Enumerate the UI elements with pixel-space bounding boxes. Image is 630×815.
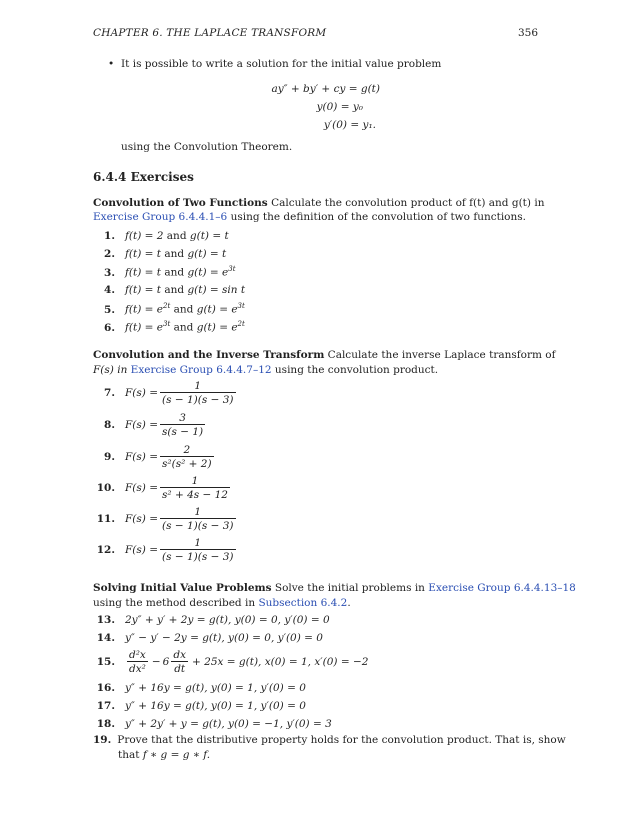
f-exponent: 3t [163,320,171,328]
f-def: f(t) = e [125,321,163,334]
group2-title: Convolution and the Inverse Transform [93,349,325,361]
exercise-16 [93,682,306,694]
bullet-intro: It is possible to write a solution for the initial value problem [121,58,442,70]
denominator: (s − 1)(s − 3) [162,394,234,406]
and-word: and [166,230,187,242]
commutative-identity: f ∗ g = g ∗ f. [142,749,211,761]
exercise-19-line1 [93,734,566,746]
g-def: g(t) = sin t [187,284,246,296]
g-exponent: 2t [237,320,245,328]
group2-text1: Calculate the inverse Laplace transform of [327,349,556,361]
exercise-number: 7. [104,387,115,399]
exercise-number: 12. [96,544,115,556]
group2-text2b: using the convolution product. [274,364,439,376]
ivp-initial-yprime: y′(0) = y₁. [323,119,376,131]
second-derivative [127,649,148,675]
exercise-10 [93,475,232,501]
lhs: F(s) = [125,387,159,399]
exercise-number: 6. [104,321,115,334]
g-def: g(t) = e [196,321,238,334]
group3-title: Solving Initial Value Problems [93,582,272,594]
fraction [160,475,230,501]
exercise-19-line2 [118,749,210,761]
chapter-header: CHAPTER 6. THE LAPLACE TRANSFORM [93,27,327,39]
exercise-number: 5. [104,303,115,316]
section-number: 6.4.4 [93,170,127,184]
fraction [160,537,235,563]
g-def: g(t) = e [196,303,238,316]
ivp-equation: y″ + 16y = g(t), y(0) = 1, y′(0) = 0 [125,682,306,694]
exercise-4 [93,284,245,296]
fraction [160,380,235,406]
exercise-19-text2a: that [118,749,140,761]
section-heading [93,170,194,184]
exercise-1 [93,230,229,242]
numerator: 2 [183,444,191,456]
denominator: s² + 4s − 12 [162,489,228,501]
group1-link[interactable]: Exercise Group 6.4.4.1–6 [93,211,228,223]
group3-text2b: . [347,597,351,609]
numerator: d²x [129,649,146,661]
group1-intro-line1 [93,197,544,209]
exercise-6 [93,320,245,334]
and-word: and [164,248,185,260]
group3-intro-line1 [93,582,576,594]
lhs: F(s) = [125,513,159,525]
exercise-7 [93,380,238,406]
first-derivative [171,649,188,675]
exercise-number: 19. [93,734,112,746]
ivp-equation: 2y″ + y′ + 2y = g(t), y(0) = 0, y′(0) = 0 [125,614,330,626]
ivp-equation: y″ − y′ − 2y = g(t), y(0) = 0, y′(0) = 0 [125,632,323,644]
and-word: and [164,284,185,296]
exercise-number: 4. [104,284,115,296]
numerator: 1 [194,506,202,518]
f-def: f(t) = t [125,284,161,296]
f-exponent: 2t [163,302,171,310]
section-title: Exercises [130,170,194,184]
g-def: g(t) = t [189,230,229,242]
group3-intro-line2 [93,597,351,609]
exercise-number: 9. [104,451,115,463]
exercise-11 [93,506,238,532]
exercise-number: 13. [96,614,115,626]
numerator: 1 [194,380,202,392]
fraction [160,506,235,532]
exercise-5 [93,302,245,316]
lhs: F(s) = [125,482,159,494]
denominator: (s − 1)(s − 3) [162,551,234,563]
ivp-equation: y″ + 16y = g(t), y(0) = 1, y′(0) = 0 [125,700,306,712]
f-def: f(t) = t [125,248,161,260]
f-def: f(t) = t [125,266,161,279]
minus-sign: − [151,656,161,668]
g-exponent: 3t [228,265,236,273]
fraction [160,412,205,438]
exercise-12 [93,537,238,563]
lhs: F(s) = [125,419,159,431]
exercise-number: 17. [96,700,115,712]
and-word: and [173,303,194,316]
exercise-number: 18. [96,718,115,730]
g-exponent: 3t [237,302,245,310]
ivp-equation: ay″ + by′ + cy = g(t) [271,83,380,95]
lhs: F(s) = [125,451,159,463]
bullet-outro: using the Convolution Theorem. [121,141,293,153]
exercise-14 [93,632,323,644]
exercise-number: 1. [104,230,115,242]
group3-text1: Solve the initial problems in [274,582,425,594]
f-def: f(t) = e [125,303,163,316]
denominator: (s − 1)(s − 3) [162,520,234,532]
exercise-19-text: Prove that the distributive property holds for the convolution product. That is, show [117,734,566,746]
group1-intro-line2 [93,211,526,223]
and-word: and [164,266,185,279]
exercise-8 [93,412,207,438]
group3-link2[interactable]: Subsection 6.4.2 [258,597,348,609]
ivp-equation: y″ + 2y′ + y = g(t), y(0) = −1, y′(0) = 3 [125,718,332,730]
and-word: and [173,321,194,334]
exercise-number: 14. [96,632,115,644]
denominator: dt [171,661,188,675]
g-def: g(t) = e [187,266,229,279]
group1-text2: using the definition of the convolution of two functions. [230,211,526,223]
fraction [160,444,214,470]
group2-intro-line1 [93,349,555,361]
group3-link1[interactable]: Exercise Group 6.4.4.13–18 [428,582,576,594]
exercise-number: 16. [96,682,115,694]
group1-text1: Calculate the convolution product of f(t) and g(t) in [271,197,545,209]
lhs: F(s) = [125,544,159,556]
exercise-13 [93,614,330,626]
exercise-9 [93,444,216,470]
g-def: g(t) = t [187,248,227,260]
exercise-3 [93,265,236,279]
exercise-number: 3. [104,266,115,279]
exercise-2 [93,248,226,260]
group1-title: Convolution of Two Functions [93,197,268,209]
group2-intro-line2 [93,364,438,376]
exercise-number: 11. [96,513,115,525]
f-def: f(t) = 2 [125,230,164,242]
exercise-15 [93,649,368,675]
exercise-number: 15. [96,656,115,668]
numerator: dx [173,649,187,661]
exercise-18 [93,718,332,730]
denominator: s(s − 1) [162,426,204,438]
group2-link[interactable]: Exercise Group 6.4.4.7–12 [130,364,272,376]
group3-text2a: using the method described in [93,597,256,609]
exercise-number: 2. [104,248,115,260]
numerator: 1 [194,537,202,549]
ivp-remainder: + 25x = g(t), x(0) = 1, x′(0) = −2 [192,656,369,668]
coefficient: 6 [162,656,170,668]
numerator: 3 [179,412,186,424]
exercise-number: 10. [96,482,115,494]
bullet-marker: • [108,58,115,70]
denominator: dx² [129,663,146,675]
exercise-17 [93,700,306,712]
numerator: 1 [191,475,199,487]
ivp-initial-y: y(0) = y₀ [316,101,363,113]
group2-text2a: F(s) in [93,364,128,376]
denominator: s²(s² + 2) [162,458,212,470]
page-number: 356 [518,27,539,39]
exercise-number: 8. [104,419,115,431]
